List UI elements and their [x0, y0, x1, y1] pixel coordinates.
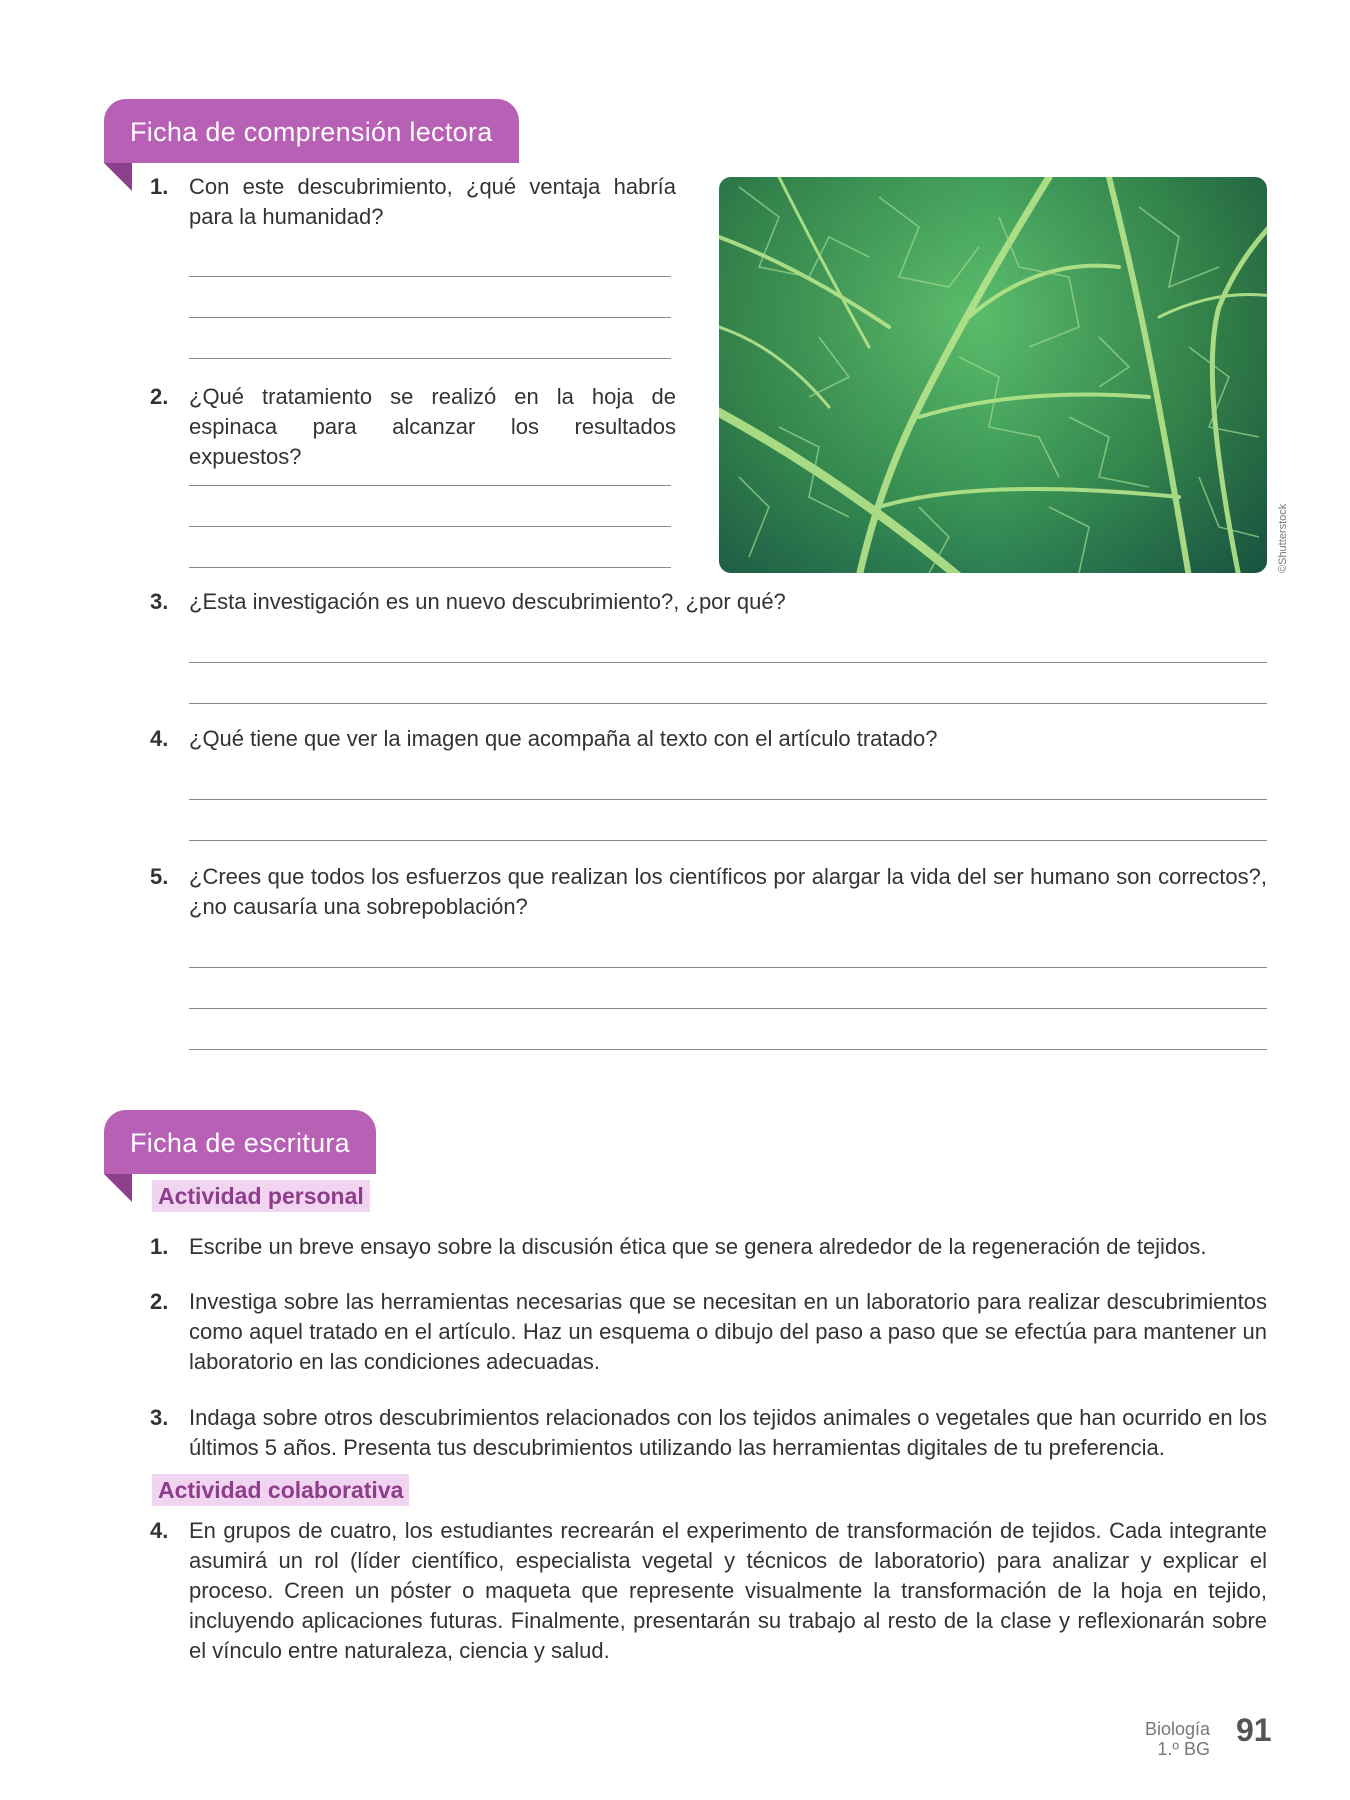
section-title-escritura [104, 1110, 376, 1174]
writing-item-3 [150, 1403, 1267, 1463]
question-number: 3. [150, 589, 169, 614]
activity-collab-label: Actividad colaborativa [152, 1474, 409, 1506]
answer-line[interactable] [189, 485, 671, 486]
question-text: ¿Crees que todos los esfuerzos que realizan los científicos por alargar la vida del ser humano son correctos?, ¿no causaría una sobrepoblación? [189, 864, 1267, 919]
answer-line[interactable] [189, 703, 1267, 704]
answer-line[interactable] [189, 840, 1267, 841]
answer-line[interactable] [189, 276, 671, 277]
question-3 [150, 587, 1270, 617]
writing-item-4 [150, 1516, 1267, 1666]
writing-item-1 [150, 1232, 1267, 1262]
footer-book-info [1145, 1719, 1210, 1759]
answer-line[interactable] [189, 317, 671, 318]
answer-line[interactable] [189, 358, 671, 359]
footer-grade: 1.º BG [1157, 1739, 1210, 1759]
answer-line[interactable] [189, 1008, 1267, 1009]
question-text: ¿Qué tratamiento se realizó en la hoja de espinaca para alcanzar los resultados expuestos? [189, 384, 676, 469]
answer-line[interactable] [189, 662, 1267, 663]
question-2 [150, 382, 676, 472]
question-text: ¿Qué tiene que ver la imagen que acompaña al texto con el artículo tratado? [189, 726, 938, 751]
answer-line[interactable] [189, 799, 1267, 800]
item-number: 3. [150, 1405, 169, 1430]
item-text: Investiga sobre las herramientas necesarias que se necesitan en un laboratorio para realizar descubrimientos como aquel tratado en el artículo. Haz un esquema o dibujo del paso a paso que se efectúa para mantener un laboratorio en las condiciones adecuadas. [189, 1289, 1267, 1374]
photo-credit: ©Shutterstock [1277, 503, 1289, 573]
section-title-comprension [104, 99, 519, 163]
question-number: 5. [150, 864, 169, 889]
question-text: Con este descubrimiento, ¿qué ventaja habría para la humanidad? [189, 174, 676, 229]
item-number: 1. [150, 1234, 169, 1259]
item-number: 4. [150, 1518, 169, 1543]
question-5 [150, 862, 1267, 922]
leaf-image [719, 177, 1267, 573]
question-text: ¿Esta investigación es un nuevo descubrimiento?, ¿por qué? [189, 589, 786, 614]
activity-personal-label: Actividad personal [152, 1180, 370, 1212]
writing-item-2 [150, 1287, 1267, 1377]
leaf-photo [719, 177, 1267, 573]
answer-line[interactable] [189, 567, 671, 568]
question-number: 4. [150, 726, 169, 751]
tab-fold-decoration [104, 1174, 132, 1202]
item-text: Escribe un breve ensayo sobre la discusión ética que se genera alrededor de la regeneración de tejidos. [189, 1234, 1207, 1259]
item-text: Indaga sobre otros descubrimientos relacionados con los tejidos animales o vegetales que han ocurrido en los últimos 5 años. Presenta tus descubrimientos utilizando las herramientas digitales de tu preferencia. [189, 1405, 1267, 1460]
answer-line[interactable] [189, 526, 671, 527]
question-number: 2. [150, 384, 169, 409]
item-text: En grupos de cuatro, los estudiantes recrearán el experimento de transformación de tejidos. Cada integrante asumirá un rol (líder científico, especialista vegetal y técnicos de laboratorio) para analizar y explicar el proceso. Creen un póster o maqueta que represente visualmente la transformación de la hoja en tejido, incluyendo aplicaciones futuras. Finalmente, presentarán su trabajo al resto de la clase y reflexionarán sobre el vínculo entre naturaleza, ciencia y salud. [189, 1518, 1267, 1663]
footer-subject: Biología [1144, 1719, 1210, 1739]
section-title-text: Ficha de escritura [130, 1128, 350, 1158]
page-number: 91 [1236, 1712, 1272, 1748]
item-number: 2. [150, 1289, 169, 1314]
section-title-text: Ficha de comprensión lectora [130, 117, 493, 147]
tab-fold-decoration [104, 163, 132, 191]
question-4 [150, 724, 1270, 754]
question-number: 1. [150, 174, 169, 199]
answer-line[interactable] [189, 1049, 1267, 1050]
question-1 [150, 172, 676, 232]
answer-line[interactable] [189, 967, 1267, 968]
